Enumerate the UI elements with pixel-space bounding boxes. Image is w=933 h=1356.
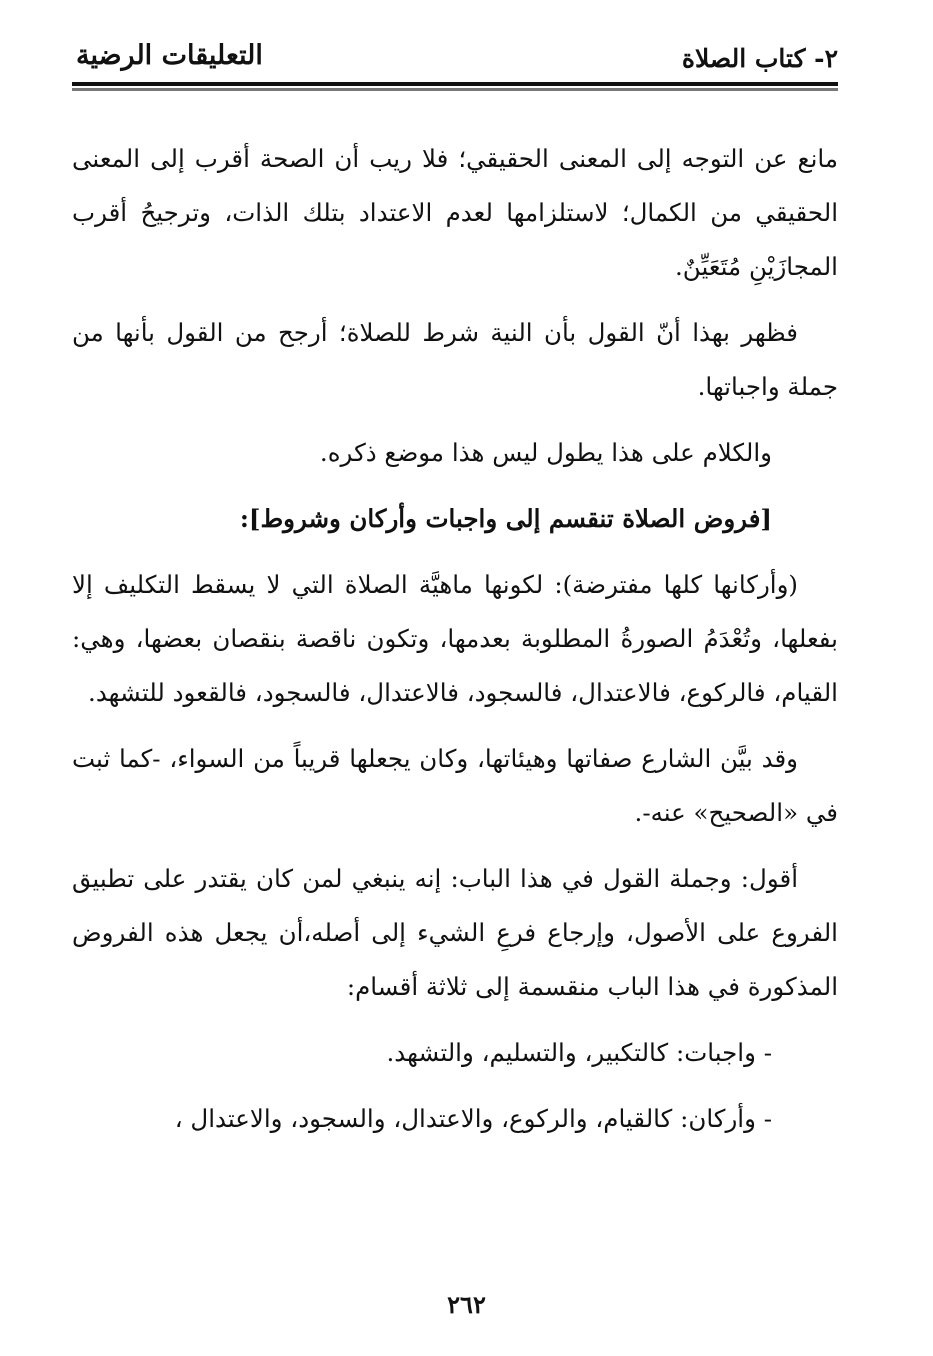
paragraph-3: والكلام على هذا يطول ليس هذا موضع ذكره. bbox=[319, 438, 772, 467]
book-title: التعليقات الرضية bbox=[76, 40, 263, 71]
paragraph-5: (وأركانها كلها مفترضة): لكونها ماهيَّة الصلاة التي لا يسقط التكليف إلا بفعلها، وتُعْدَمُ الصورةُ المطلوبة بعدمها، وتكون ناقصة بنقصان بعضها، وهي: القيام، فالركوع، فالاعتدال، فالسجود، فالاعتدال، فالسجود، فالقعود للتشهد. bbox=[72, 570, 838, 707]
paragraph-6: وقد بيَّن الشارع صفاتها وهيئاتها، وكان يجعلها قريباً من السواء، -كما ثبت في «الصحيح» عنه-. bbox=[72, 744, 838, 827]
chapter-title: ٢- كتاب الصلاة bbox=[681, 44, 838, 73]
running-header bbox=[72, 36, 838, 92]
header-rule-shadow bbox=[72, 88, 838, 91]
paragraph-7: أقول: وجملة القول في هذا الباب: إنه ينبغي لمن كان يقتدر على تطبيق الفروع على الأصول، وإرجاع فرعِ الشيء إلى أصله،أن يجعل هذه الفروض المذكورة في هذا الباب منقسمة إلى ثلاثة أقسام: bbox=[72, 864, 838, 1001]
list-item-2: - وأركان: كالقيام، والركوع، والاعتدال، والسجود، والاعتدال ، bbox=[174, 1104, 772, 1133]
paragraph-1: مانع عن التوجه إلى المعنى الحقيقي؛ فلا ريب أن الصحة أقرب إلى المعنى الحقيقي من الكمال؛ لاستلزامها لعدم الاعتداد بتلك الذات، وترجيحُ أقرب المجازَيْنِ مُتَعَيِّنٌ. bbox=[72, 144, 838, 281]
list-item-1: - واجبات: كالتكبير، والتسليم، والتشهد. bbox=[386, 1038, 772, 1067]
page-body bbox=[72, 132, 838, 1158]
page-number: ٢٦٢ bbox=[447, 1290, 486, 1319]
header-rule bbox=[72, 82, 838, 86]
section-heading: [فروض الصلاة تنقسم إلى واجبات وأركان وشروط]: bbox=[239, 504, 772, 533]
paragraph-2: فظهر بهذا أنّ القول بأن النية شرط للصلاة؛ أرجح من القول بأنها من جملة واجباتها. bbox=[72, 318, 838, 401]
